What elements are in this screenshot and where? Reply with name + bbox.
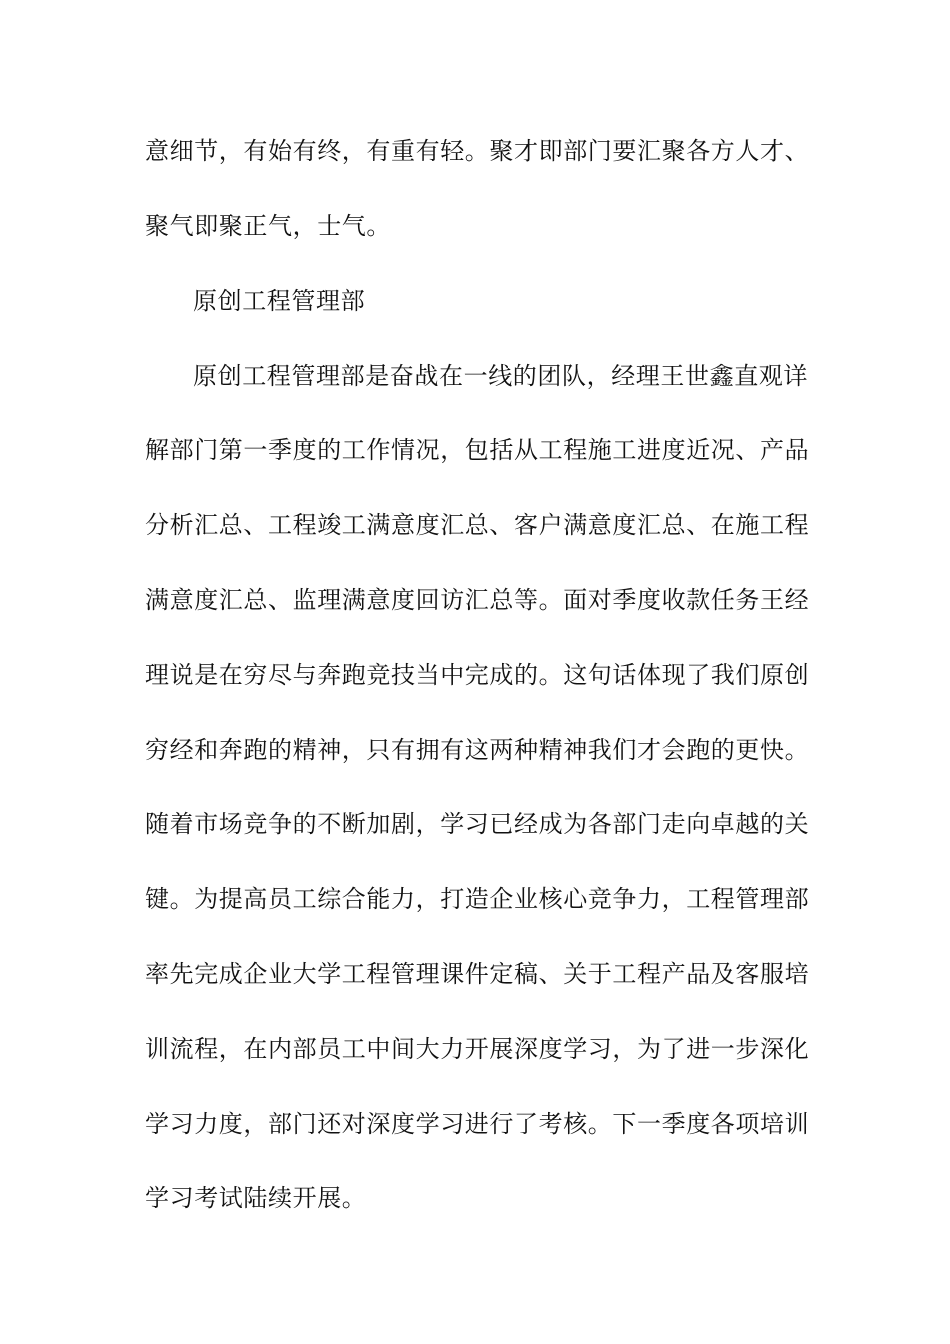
paragraph-line: 键。为提高员工综合能力，打造企业核心竞争力，工程管理部 xyxy=(145,885,810,913)
paragraph-line: 学习力度，部门还对深度学习进行了考核。下一季度各项培训 xyxy=(145,1110,810,1138)
paragraph-line: 率先完成企业大学工程管理课件定稿、关于工程产品及客服培 xyxy=(145,960,810,988)
paragraph-line: 穷经和奔跑的精神，只有拥有这两种精神我们才会跑的更快。 xyxy=(145,736,810,764)
paragraph-line: 意细节，有始有终，有重有轻。聚才即部门要汇聚各方人才、 xyxy=(145,137,810,165)
paragraph-line: 满意度汇总、监理满意度回访汇总等。面对季度收款任务王经 xyxy=(145,586,810,614)
paragraph-line: 理说是在穷尽与奔跑竞技当中完成的。这句话体现了我们原创 xyxy=(145,661,810,689)
section-heading: 原创工程管理部 xyxy=(193,287,366,315)
paragraph-line: 原创工程管理部是奋战在一线的团队，经理王世鑫直观详 xyxy=(193,362,808,390)
paragraph-line: 解部门第一季度的工作情况，包括从工程施工进度近况、产品 xyxy=(145,436,810,464)
paragraph-line: 训流程，在内部员工中间大力开展深度学习，为了进一步深化 xyxy=(145,1035,810,1063)
paragraph-line: 聚气即聚正气，士气。 xyxy=(145,212,391,240)
paragraph-line: 随着市场竞争的不断加剧，学习已经成为各部门走向卓越的关 xyxy=(145,810,810,838)
paragraph-line: 学习考试陆续开展。 xyxy=(145,1184,367,1212)
paragraph-line: 分析汇总、工程竣工满意度汇总、客户满意度汇总、在施工程 xyxy=(145,511,810,539)
